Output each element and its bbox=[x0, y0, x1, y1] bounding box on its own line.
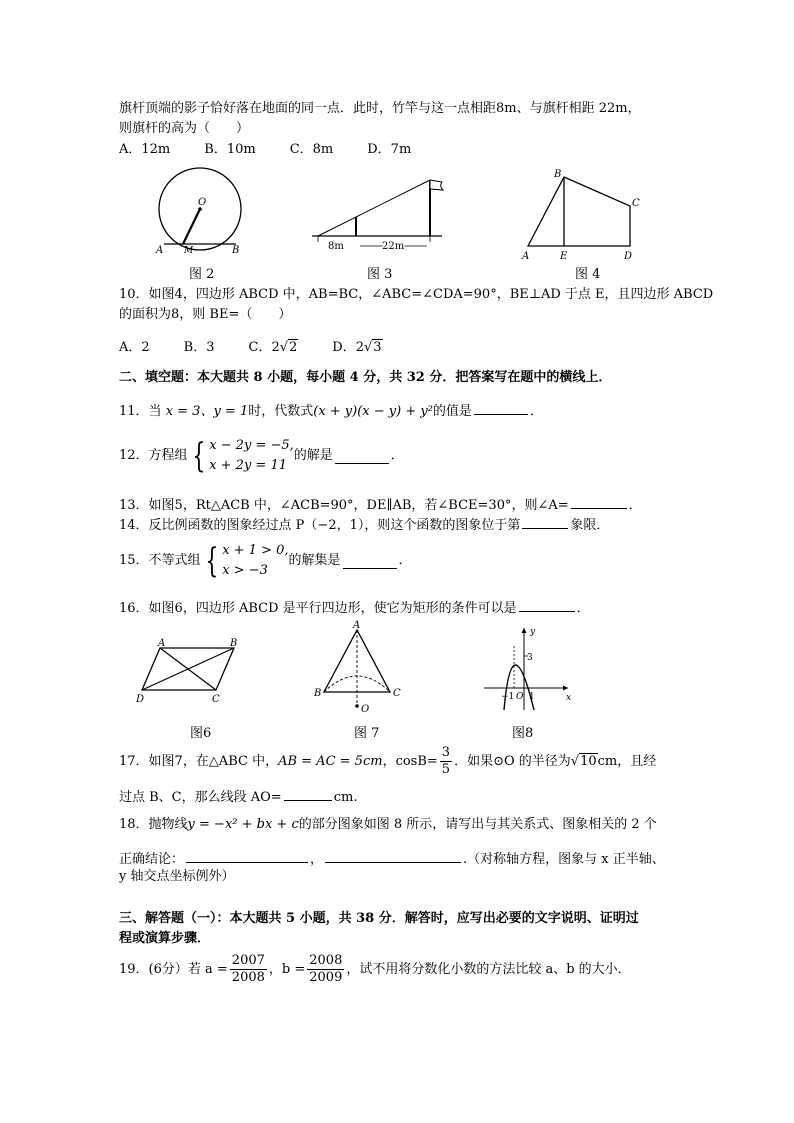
fig3-label-8m: 8m bbox=[328, 241, 344, 252]
fig2-label-m: M bbox=[184, 246, 194, 256]
q10-line1: 10．如图4，四边形 ABCD 中，AB=BC，∠ABC=∠CDA=90°，BE⊥AD 于点 E，且四边形 ABCD bbox=[119, 287, 714, 302]
figure-3 bbox=[312, 172, 444, 254]
q9-option-b: B．10m bbox=[204, 142, 256, 157]
q15-answer-blank[interactable] bbox=[343, 554, 397, 569]
fig4-caption: 图 4 bbox=[575, 267, 601, 282]
q10-options bbox=[119, 339, 417, 357]
q19: 19．(6分）若 a = $\frac{2007}{2008}$ ，b = $\frac{2008}{2009}$ ，试不用将分数化小数的方法比较 a、b 的大小． bbox=[119, 953, 631, 985]
q17-answer-blank[interactable] bbox=[284, 786, 332, 801]
fig2-label-b: B bbox=[232, 245, 240, 256]
figure-6 bbox=[130, 640, 250, 710]
q12-answer-blank[interactable] bbox=[335, 449, 389, 464]
q9-line2: 则旗杆的高为（ ） bbox=[119, 121, 250, 136]
q10-option-d: D．2√3 bbox=[332, 340, 382, 355]
fig6-label-b: B bbox=[230, 638, 238, 649]
q17-line2: 过点 B、C，那么线段 AO= cm. bbox=[119, 786, 357, 807]
section-3-heading-line1: 三、解答题（一）：本大题共 5 小题，共 38 分．解答时，应写出必要的文字说明、证明过 bbox=[119, 911, 639, 926]
q17-line1: 17．如图7，在△ABC 中，AB = AC = 5cm，cosB= $\frac{3}{5}$ ．如果⊙O 的半径为√10cm，且经 bbox=[119, 745, 657, 777]
fig2-label-o: O bbox=[198, 197, 207, 208]
fig6-label-a: A bbox=[158, 638, 166, 649]
figure-2 bbox=[150, 165, 250, 265]
fig8-label-o: O bbox=[516, 692, 524, 702]
fig7-label-c: C bbox=[393, 688, 401, 699]
fig4-label-a: A bbox=[522, 251, 530, 262]
fig6-label-c: C bbox=[212, 694, 220, 705]
fig2-label-a: A bbox=[156, 245, 164, 256]
fig4-label-d: D bbox=[624, 251, 633, 262]
fig8-label-x: x bbox=[566, 693, 572, 703]
q13: 13．如图5，Rt△ACB 中，∠ACB=90°，DE∥AB，若∠BCE=30°，则∠A= ． bbox=[119, 494, 642, 515]
fig4-label-e: E bbox=[560, 251, 568, 262]
fig7-label-b: B bbox=[314, 688, 322, 699]
q14: 14．反比例函数的图象经过点 P（−2，1），则这个函数的图象位于第 象限． bbox=[119, 514, 609, 535]
fig2-caption: 图 2 bbox=[189, 267, 215, 282]
section-3-heading-line2: 程或演算步骤． bbox=[119, 931, 211, 946]
q9-options bbox=[119, 141, 445, 159]
q18-line2: 正确结论： ， .（对称轴方程，图象与 x 正半轴、 bbox=[119, 848, 665, 869]
fig6-caption: 图6 bbox=[190, 726, 212, 741]
q10-option-a: A．2 bbox=[119, 340, 150, 355]
q15: 15．不等式组 { x + 1 > 0, x > −3的解集是 ． bbox=[119, 541, 412, 581]
q9-option-d: D．7m bbox=[367, 142, 412, 157]
fig8-label-3: 3 bbox=[527, 653, 533, 663]
fig4-label-b: B bbox=[554, 169, 562, 180]
q9-option-c: C．8m bbox=[289, 142, 334, 157]
fig7-center-dot bbox=[355, 704, 359, 708]
q11-answer-blank[interactable] bbox=[474, 400, 528, 415]
section-2-heading: 二、填空题：本大题共 8 小题，每小题 4 分，共 32 分．把答案写在题中的横线上． bbox=[119, 370, 612, 385]
q18-line1: 18．抛物线y = −x² + bx + c的部分图象如图 8 所示，请写出与其关系式、图象相关的 2 个 bbox=[119, 817, 657, 832]
q18-line3: y 轴交点坐标例外） bbox=[119, 869, 235, 884]
fig3-flag bbox=[430, 180, 443, 190]
q9-option-a: A．12m bbox=[119, 142, 171, 157]
q9-line1: 旗杆顶端的影子恰好落在地面的同一点．此时，竹竿与这一点相距8m、与旗杆相距 22m， bbox=[119, 101, 641, 116]
fig4-label-c: C bbox=[632, 198, 640, 209]
q13-answer-blank[interactable] bbox=[571, 494, 627, 509]
fig7-label-a: A bbox=[353, 620, 361, 631]
fig7-arc bbox=[324, 676, 390, 692]
q10-line2: 的面积为8，则 BE=（ ） bbox=[119, 307, 292, 322]
q18-answer-blank-1[interactable] bbox=[186, 848, 308, 863]
fig3-label-22m: 22m bbox=[382, 241, 405, 252]
fig8-label-1: 1 bbox=[529, 692, 535, 702]
fig6-diagonal-bd bbox=[142, 648, 234, 690]
q11: 11．当 x = 3、y = 1时，代数式(x + y)(x − y) + y²的值是 ． bbox=[119, 400, 543, 421]
q16-answer-blank[interactable] bbox=[519, 597, 575, 612]
q12: 12．方程组 { x − 2y = −5, x + 2y = 11的解是 ． bbox=[119, 436, 404, 476]
fig8-label-neg1: −1 bbox=[501, 692, 515, 702]
q16: 16．如图6，四边形 ABCD 是平行四边形，使它为矩形的条件可以是 ． bbox=[119, 597, 590, 618]
figure-8 bbox=[478, 622, 578, 712]
q10-option-c: C．2√2 bbox=[248, 340, 298, 355]
fig6-label-d: D bbox=[136, 694, 145, 705]
q14-answer-blank[interactable] bbox=[522, 514, 568, 529]
fig4-quad bbox=[528, 177, 630, 246]
fig7-label-o: O bbox=[361, 704, 370, 715]
q10-option-b: B．3 bbox=[183, 340, 215, 355]
figure-7 bbox=[310, 622, 410, 717]
fig3-shadow-line bbox=[318, 180, 430, 236]
fig8-caption: 图8 bbox=[512, 726, 534, 741]
fig2-radius bbox=[183, 209, 200, 244]
fig7-caption: 图 7 bbox=[354, 726, 380, 741]
figure-4 bbox=[518, 165, 648, 265]
fig3-caption: 图 3 bbox=[367, 267, 393, 282]
q18-answer-blank-2[interactable] bbox=[325, 848, 461, 863]
fig8-label-y: y bbox=[530, 627, 536, 637]
